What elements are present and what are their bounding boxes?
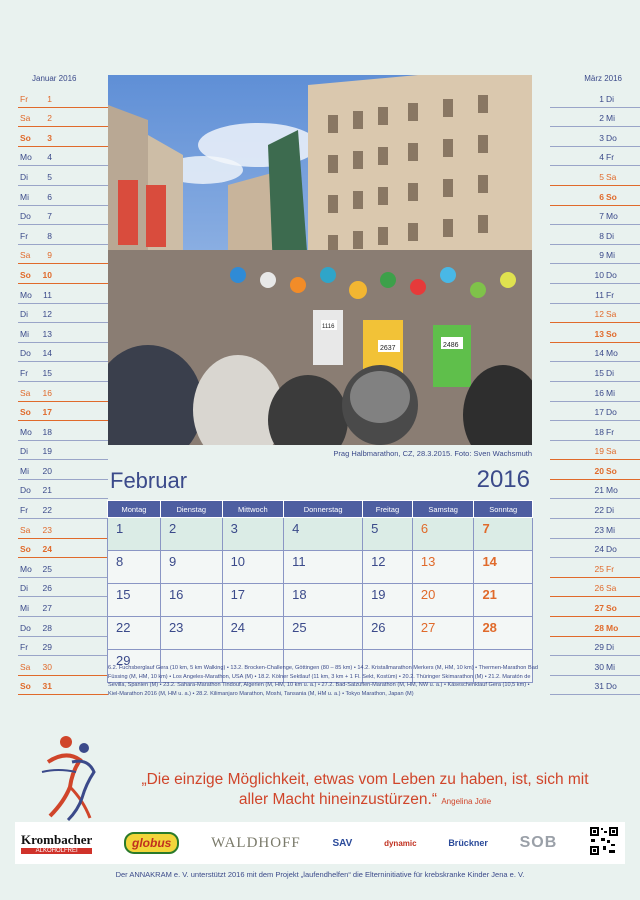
january-weekday: Mo <box>20 289 32 300</box>
january-daynum: 28 <box>42 622 52 633</box>
january-day-row <box>18 284 108 304</box>
january-daynum: 13 <box>42 328 52 339</box>
january-daynum: 31 <box>42 681 52 692</box>
march-daynum: 6 <box>599 191 604 202</box>
march-daynum: 14 <box>594 348 604 359</box>
calendar-week-row <box>108 617 533 650</box>
january-day-row <box>18 617 108 637</box>
january-weekday: Sa <box>20 250 31 261</box>
january-day-row <box>18 88 108 108</box>
march-weekday: Mo <box>606 622 619 633</box>
weekday-header: Montag <box>108 501 161 518</box>
january-day-row <box>18 539 108 559</box>
march-daynum: 26 <box>594 583 604 594</box>
march-daynum: 19 <box>594 446 604 457</box>
january-day-row <box>18 225 108 245</box>
calendar-day-cell: 9 <box>160 551 222 584</box>
march-weekday: Sa <box>606 583 617 594</box>
sponsor-bar <box>15 822 625 864</box>
sponsor-sob: SOB <box>519 834 558 851</box>
january-daynum: 17 <box>42 407 52 418</box>
weekday-header: Freitag <box>363 501 413 518</box>
march-weekday: Do <box>606 681 617 692</box>
january-days <box>18 88 108 695</box>
january-day-row <box>18 166 108 186</box>
march-day-row <box>550 539 640 559</box>
march-weekday: Mo <box>606 348 618 359</box>
bib-1116: 1116 <box>322 324 335 330</box>
january-day-row <box>18 323 108 343</box>
march-daynum: 4 <box>599 152 604 163</box>
calendar-day-cell: 22 <box>108 617 161 650</box>
year-title: 2016 <box>476 466 530 493</box>
march-daynum: 28 <box>594 622 604 633</box>
quote-text: „Die einzige Möglichkeit, etwas vom Leben zu haben, ist, sich mit aller Macht hineinzustürzen.“ <box>141 771 589 808</box>
january-day-row <box>18 421 108 441</box>
march-day-row <box>550 617 640 637</box>
january-daynum: 19 <box>42 446 52 457</box>
march-daynum: 15 <box>594 367 604 378</box>
january-weekday: So <box>20 544 31 555</box>
january-daynum: 10 <box>42 269 52 280</box>
january-day-row <box>18 186 108 206</box>
calendar-day-cell: 21 <box>474 584 533 617</box>
march-day-row <box>550 597 640 617</box>
january-daynum: 7 <box>47 211 52 222</box>
january-daynum: 2 <box>47 113 52 124</box>
calendar-day-cell: 29 <box>108 650 161 683</box>
calendar-day-cell: 13 <box>412 551 474 584</box>
january-day-row <box>18 499 108 519</box>
march-day-row <box>550 264 640 284</box>
january-weekday: Mi <box>20 465 29 476</box>
march-weekday: So <box>606 328 617 339</box>
january-weekday: Di <box>20 583 29 594</box>
march-day-row <box>550 656 640 676</box>
march-day-row <box>550 166 640 186</box>
march-weekday: Mi <box>606 661 615 672</box>
march-day-row <box>550 127 640 147</box>
january-daynum: 6 <box>47 191 52 202</box>
january-daynum: 20 <box>42 465 52 476</box>
march-day-row <box>550 382 640 402</box>
march-daynum: 21 <box>594 485 604 496</box>
january-day-row <box>18 637 108 657</box>
january-day-row <box>18 480 108 500</box>
footer-note: Der ANNAKRAM e. V. unterstützt 2016 mit dem Projekt „laufendhelfen“ die Elterninitiative für krebskranke Kinder Jena e. V. <box>115 870 525 879</box>
march-day-row <box>550 637 640 657</box>
march-weekday: So <box>606 465 617 476</box>
march-daynum: 24 <box>594 544 604 555</box>
january-day-row <box>18 402 108 422</box>
march-weekday: Sa <box>606 446 617 457</box>
march-day-row <box>550 186 640 206</box>
calendar-day-cell: 17 <box>222 584 284 617</box>
january-daynum: 5 <box>47 171 52 182</box>
march-day-row <box>550 421 640 441</box>
january-daynum: 14 <box>42 348 52 359</box>
qr-code-icon <box>589 826 619 861</box>
january-day-row <box>18 147 108 167</box>
january-weekday: Mi <box>20 191 29 202</box>
march-daynum: 2 <box>599 113 604 124</box>
march-weekday: Sa <box>606 171 617 182</box>
january-weekday: Mo <box>20 426 32 437</box>
january-daynum: 24 <box>42 544 52 555</box>
march-weekday: Fr <box>606 563 615 574</box>
march-weekday: Fr <box>606 289 615 300</box>
january-weekday: Sa <box>20 661 31 672</box>
calendar-day-cell: 15 <box>108 584 161 617</box>
march-daynum: 10 <box>594 269 604 280</box>
march-day-row <box>550 225 640 245</box>
march-day-row <box>550 323 640 343</box>
march-weekday: Mi <box>606 250 615 261</box>
calendar-day-cell: 4 <box>284 518 363 551</box>
january-daynum: 12 <box>42 309 52 320</box>
march-daynum: 22 <box>594 505 604 516</box>
march-weekday: Mi <box>606 113 615 124</box>
march-weekday: Di <box>606 367 615 378</box>
march-daynum: 7 <box>599 211 604 222</box>
january-day-row <box>18 108 108 128</box>
march-daynum: 31 <box>594 681 604 692</box>
january-day-row <box>18 558 108 578</box>
january-weekday: Sa <box>20 387 31 398</box>
calendar-day-cell: 27 <box>412 617 474 650</box>
march-daynum: 25 <box>594 563 604 574</box>
calendar-day-cell: 7 <box>474 518 533 551</box>
march-label: März 2016 <box>584 74 622 83</box>
january-day-row <box>18 264 108 284</box>
january-day-row <box>18 343 108 363</box>
january-day-row <box>18 206 108 226</box>
calendar-day-cell: 6 <box>412 518 474 551</box>
calendar-week-row <box>108 584 533 617</box>
sponsor-sav: SAV <box>332 837 353 849</box>
march-day-row <box>550 108 640 128</box>
january-weekday: Di <box>20 446 29 457</box>
march-day-row <box>550 245 640 265</box>
january-sidebar <box>18 72 108 695</box>
january-day-row <box>18 362 108 382</box>
march-weekday: Do <box>606 407 617 418</box>
january-weekday: Mi <box>20 328 29 339</box>
march-day-row <box>550 460 640 480</box>
sponsor-globus: globus <box>124 832 179 854</box>
march-weekday: So <box>606 603 617 614</box>
quote-block <box>140 770 590 812</box>
calendar-day-cell: 11 <box>284 551 363 584</box>
january-weekday: Do <box>20 622 31 633</box>
january-day-row <box>18 245 108 265</box>
january-daynum: 22 <box>42 505 52 516</box>
march-day-row <box>550 284 640 304</box>
weekday-header: Dienstag <box>160 501 222 518</box>
march-daynum: 9 <box>599 250 604 261</box>
calendar-day-cell: 12 <box>363 551 413 584</box>
january-weekday: Fr <box>20 505 29 516</box>
sponsor-brueckner: Brückner <box>448 838 488 848</box>
march-day-row <box>550 499 640 519</box>
march-day-row <box>550 206 640 226</box>
calendar-day-cell: 20 <box>412 584 474 617</box>
calendar-day-cell: 25 <box>284 617 363 650</box>
january-day-row <box>18 597 108 617</box>
january-daynum: 30 <box>42 661 52 672</box>
january-day-row <box>18 519 108 539</box>
march-day-row <box>550 441 640 461</box>
calendar-day-cell: 26 <box>363 617 413 650</box>
bib-2637: 2637 <box>380 345 396 352</box>
march-weekday: Do <box>606 269 617 280</box>
january-weekday: Sa <box>20 524 31 535</box>
march-daynum: 20 <box>594 465 604 476</box>
weekday-header: Donnerstag <box>284 501 363 518</box>
march-daynum: 29 <box>594 642 604 653</box>
march-day-row <box>550 558 640 578</box>
march-daynum: 12 <box>594 309 604 320</box>
march-daynum: 17 <box>594 407 604 418</box>
march-daynum: 8 <box>599 230 604 241</box>
sponsor-waldhoff: WALDHOFF <box>211 834 301 851</box>
january-day-row <box>18 656 108 676</box>
march-day-row <box>550 304 640 324</box>
calendar-day-cell: 24 <box>222 617 284 650</box>
march-weekday: Di <box>606 93 615 104</box>
march-day-row <box>550 676 640 696</box>
january-weekday: Do <box>20 485 31 496</box>
january-weekday: So <box>20 681 31 692</box>
march-weekday: Mi <box>606 387 615 398</box>
march-weekday: Fr <box>606 426 615 437</box>
march-day-row <box>550 402 640 422</box>
january-daynum: 18 <box>42 426 52 437</box>
march-daynum: 11 <box>595 289 604 300</box>
weekday-header: Mittwoch <box>222 501 284 518</box>
january-daynum: 15 <box>42 367 52 378</box>
january-daynum: 4 <box>47 152 52 163</box>
march-weekday: Di <box>606 642 615 653</box>
march-daynum: 16 <box>594 387 604 398</box>
march-daynum: 30 <box>594 661 604 672</box>
january-daynum: 27 <box>42 603 52 614</box>
march-daynum: 3 <box>599 132 604 143</box>
calendar-week-row <box>108 518 533 551</box>
calendar-day-cell: 14 <box>474 551 533 584</box>
march-day-row <box>550 578 640 598</box>
march-day-row <box>550 147 640 167</box>
march-weekday: Do <box>606 132 617 143</box>
january-day-row <box>18 578 108 598</box>
march-weekday: Sa <box>606 309 617 320</box>
calendar-day-cell: 10 <box>222 551 284 584</box>
march-weekday: Mo <box>606 485 618 496</box>
march-daynum: 23 <box>594 524 604 535</box>
january-day-row <box>18 304 108 324</box>
weekday-header: Sonntag <box>474 501 533 518</box>
february-calendar <box>107 500 533 683</box>
march-weekday: Mi <box>606 524 615 535</box>
january-day-row <box>18 460 108 480</box>
calendar-day-cell: 5 <box>363 518 413 551</box>
calendar-day-cell: 2 <box>160 518 222 551</box>
january-daynum: 21 <box>42 485 52 496</box>
january-day-row <box>18 441 108 461</box>
calendar-day-cell: 3 <box>222 518 284 551</box>
january-daynum: 9 <box>47 250 52 261</box>
january-weekday: Do <box>20 348 31 359</box>
sponsor-krombacher: Krombacher ALKOHOLFREI <box>21 832 93 854</box>
january-day-row <box>18 676 108 696</box>
march-weekday: Di <box>606 505 615 516</box>
january-day-row <box>18 382 108 402</box>
month-title: Februar <box>110 468 188 493</box>
january-weekday: So <box>20 407 31 418</box>
january-daynum: 25 <box>42 563 52 574</box>
january-weekday: Di <box>20 309 29 320</box>
january-weekday: Di <box>20 171 29 182</box>
photo-caption: Prag Halbmarathon, CZ, 28.3.2015. Foto: Sven Wachsmuth <box>333 449 532 458</box>
january-daynum: 16 <box>42 387 52 398</box>
calendar-week-row <box>108 551 533 584</box>
events-list: 6.2. Fuchsberglauf Gera (10 km, 5 km Walking) • 13.2. Brocken-Challenge, Göttingen (80 – 85 km) • 14.2. Kristallmarathon Merkers (M, HM, 10 km) • Thermen-Marathon Bad Füssing (M, HM, 10 km) • Los Angeles-Marathon, USA (M) • 18.2. Kölner Sektlauf (11 km, 3 km + 1 Fl. Sekt, Kostüm) • 20.2. Thüringer Skimarathon (M) • 21.2. Maratón de Sevilla, Spanien (M) • 23.2. Sahara-Marathon Tindouf, Algerien (M, HM, 10 km u. a.) • 27.2. Bad-Salzuflen-Marathon (M, HM, NW u. a.) • Käseschenklauf Gera (10,5 km) • Kiel-Marathon 2016 (M, HM u. a.) • 28.2. Kilimanjaro Marathon, Moshi, Tansania (M, HM u. a.) • Tokyo Marathon, Japan (M) <box>108 665 538 697</box>
january-daynum: 23 <box>42 524 52 535</box>
january-weekday: Fr <box>20 642 29 653</box>
march-weekday: So <box>606 191 617 202</box>
january-weekday: So <box>20 269 31 280</box>
weekday-header: Samstag <box>412 501 474 518</box>
bib-2486: 2486 <box>443 342 459 349</box>
january-weekday: Sa <box>20 113 31 124</box>
march-day-row <box>550 88 640 108</box>
march-daynum: 1 <box>599 93 604 104</box>
january-weekday: Fr <box>20 93 29 104</box>
quote-author: Angelina Jolie <box>441 797 492 806</box>
january-weekday: Do <box>20 211 31 222</box>
january-day-row <box>18 127 108 147</box>
march-days <box>550 88 640 695</box>
calendar-day-cell: 28 <box>474 617 533 650</box>
calendar-day-cell: 8 <box>108 551 161 584</box>
sponsor-dynamic: dynamic <box>384 838 417 848</box>
january-daynum: 29 <box>42 642 52 653</box>
march-weekday: Fr <box>606 152 615 163</box>
january-daynum: 8 <box>47 230 52 241</box>
runner-logo-icon <box>28 732 108 822</box>
calendar-day-cell: 19 <box>363 584 413 617</box>
march-sidebar <box>550 72 640 695</box>
march-day-row <box>550 343 640 363</box>
march-day-row <box>550 519 640 539</box>
january-weekday: Mo <box>20 563 32 574</box>
january-weekday: Mo <box>20 152 32 163</box>
march-weekday: Mo <box>606 211 618 222</box>
january-daynum: 11 <box>43 289 52 300</box>
january-label: Januar 2016 <box>32 74 77 83</box>
calendar-day-cell: 16 <box>160 584 222 617</box>
march-daynum: 5 <box>599 171 604 182</box>
march-weekday: Do <box>606 544 617 555</box>
march-daynum: 27 <box>594 603 604 614</box>
january-daynum: 26 <box>42 583 52 594</box>
january-daynum: 3 <box>47 132 52 143</box>
march-day-row <box>550 362 640 382</box>
calendar-day-cell: 23 <box>160 617 222 650</box>
march-daynum: 13 <box>594 328 604 339</box>
march-daynum: 18 <box>594 426 604 437</box>
marathon-photo <box>108 75 532 445</box>
january-weekday: Mi <box>20 603 29 614</box>
january-daynum: 1 <box>47 93 52 104</box>
calendar-day-cell: 18 <box>284 584 363 617</box>
january-weekday: Fr <box>20 230 29 241</box>
january-weekday: Fr <box>20 367 29 378</box>
calendar-day-cell: 1 <box>108 518 161 551</box>
march-weekday: Di <box>606 230 615 241</box>
january-weekday: So <box>20 132 31 143</box>
march-day-row <box>550 480 640 500</box>
